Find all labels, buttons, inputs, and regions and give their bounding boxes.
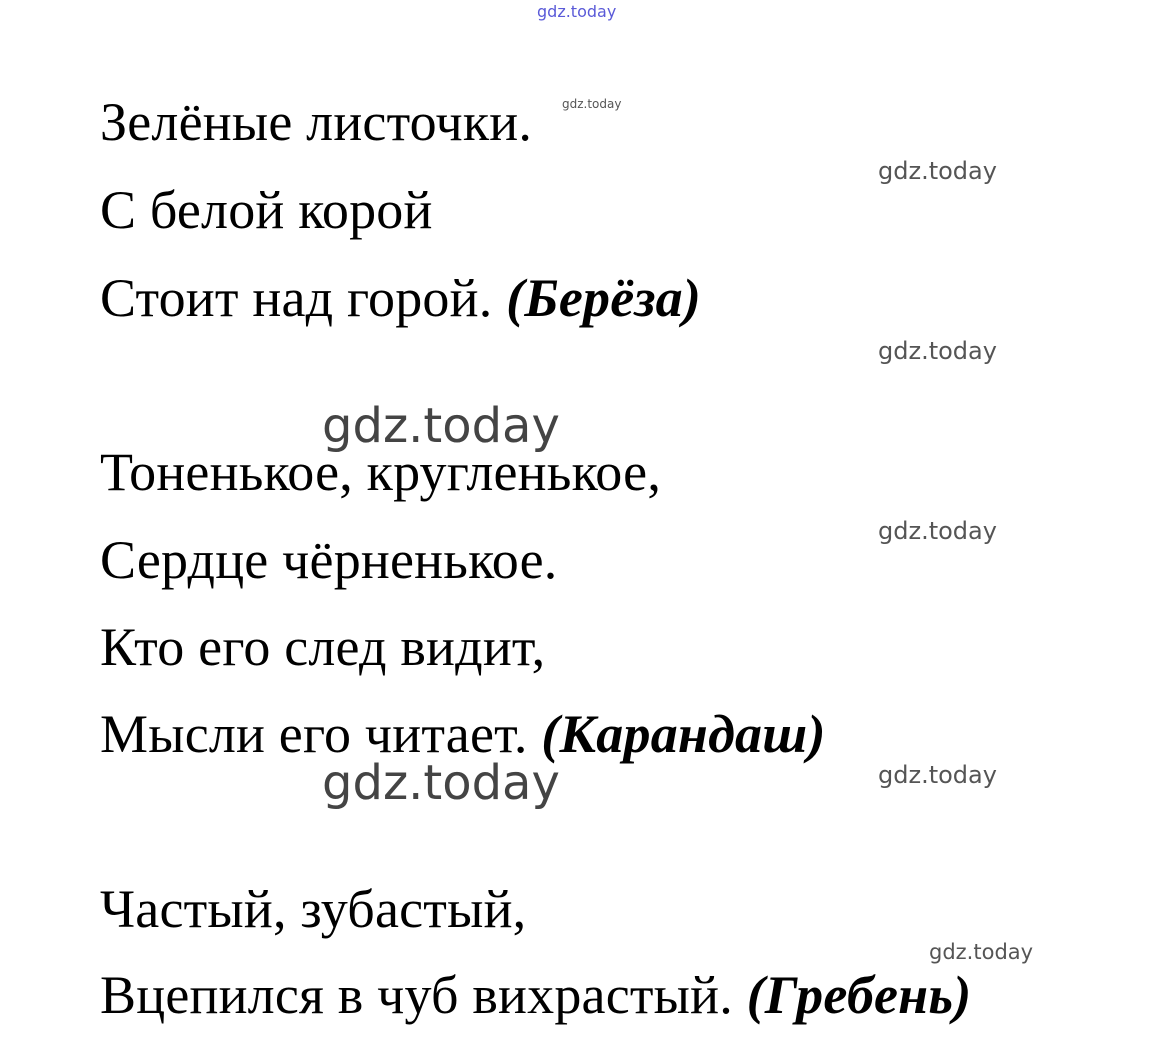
riddle-line: Зелёные листочки. — [100, 92, 533, 152]
riddle-answer: (Гребень) — [746, 965, 972, 1025]
riddle-line: Кто его след видит, — [100, 617, 546, 677]
riddle-line — [100, 704, 826, 764]
riddle-line-text: Вцепился в чуб вихрастый. — [100, 965, 733, 1025]
riddle-line: С белой корой — [100, 180, 433, 240]
watermark: gdz.today — [929, 940, 1034, 964]
riddle-line: Частый, зубастый, — [100, 879, 527, 939]
watermark: gdz.today — [322, 398, 560, 454]
watermark: gdz.today — [878, 157, 997, 185]
watermark: gdz.today — [878, 761, 997, 789]
riddle-line-text: Стоит над горой. — [100, 268, 493, 328]
watermark: gdz.today — [322, 755, 560, 811]
riddle-answer: (Берёза) — [506, 268, 702, 328]
watermark: gdz.today — [878, 517, 997, 545]
riddle-line-text: Мысли его читает. — [100, 704, 528, 764]
watermark: gdz.today — [562, 97, 622, 111]
watermark: gdz.today — [537, 2, 617, 21]
riddle-line: Сердце чёрненькое. — [100, 530, 558, 590]
riddle-line — [100, 268, 701, 328]
riddle-line — [100, 965, 971, 1025]
watermark: gdz.today — [878, 337, 997, 365]
riddle-answer: (Карандаш) — [541, 704, 826, 764]
riddle-line: Тоненькое, кругленькое, — [100, 442, 662, 502]
